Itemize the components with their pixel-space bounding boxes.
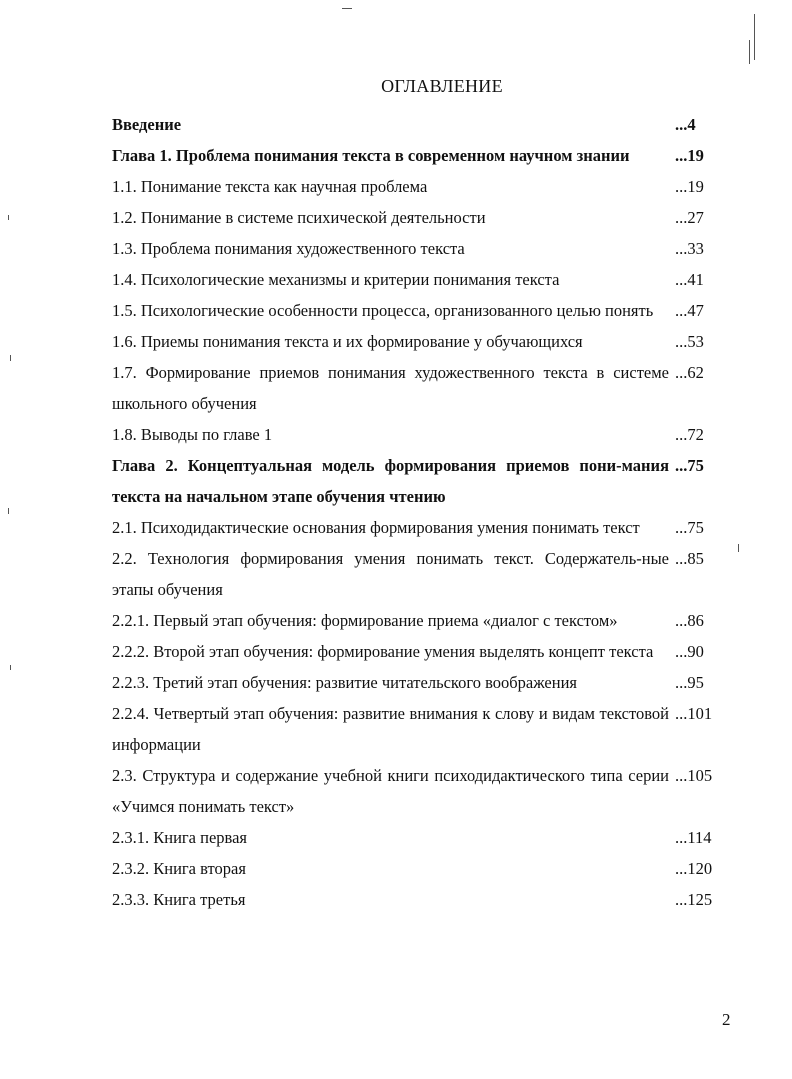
- scan-mark: [10, 355, 11, 361]
- scan-mark: [749, 40, 750, 64]
- toc-entry: [112, 667, 737, 698]
- toc-entry-text: 2.3.3. Книга третья: [112, 890, 246, 909]
- toc-entry-text: 2.2.4. Четвертый этап обучения: развитие внимания к слову и видам текстовой информации: [112, 704, 669, 754]
- toc-entry-page: ...47: [675, 301, 704, 320]
- toc-entry: [112, 357, 737, 419]
- toc-entry: [112, 295, 737, 326]
- toc-entry: [112, 853, 737, 884]
- toc-entry-page: ...19: [675, 177, 704, 196]
- toc-entry-text: Глава 1. Проблема понимания текста в современном научном знании: [112, 146, 630, 165]
- toc-entry-page: ...72: [675, 425, 704, 444]
- toc-entry-page: ...114: [675, 828, 712, 847]
- page-title: ОГЛАВЛЕНИЕ: [381, 76, 503, 96]
- toc-entry: [112, 140, 737, 171]
- page-number: 2: [722, 1010, 731, 1029]
- toc-entry: [112, 822, 737, 853]
- toc-entry-page: ...27: [675, 208, 704, 227]
- toc-entry: [112, 605, 737, 636]
- scan-mark: [10, 665, 11, 670]
- toc-entry-text: 1.8. Выводы по главе 1: [112, 425, 273, 444]
- toc-entry: [112, 512, 737, 543]
- toc-entry-text: 2.3. Структура и содержание учебной книги психодидактического типа серии «Учимся понимать текст»: [112, 766, 669, 816]
- toc-entry-text: 2.2.3. Третий этап обучения: развитие читательского воображения: [112, 673, 577, 692]
- toc-entry: [112, 233, 737, 264]
- table-of-contents: [112, 108, 737, 915]
- toc-entry-text: 2.2.1. Первый этап обучения: формирование приема «диалог с текстом»: [112, 611, 618, 630]
- toc-entry: [112, 326, 737, 357]
- toc-entry-text: 2.2.2. Второй этап обучения: формирование умения выделять концепт текста: [112, 642, 654, 661]
- scan-mark: [8, 508, 9, 514]
- scan-mark: [8, 215, 9, 220]
- toc-entry: [112, 419, 737, 450]
- toc-entry: [112, 884, 737, 915]
- toc-entry-text: 1.3. Проблема понимания художественного текста: [112, 239, 465, 258]
- toc-entry-text: 1.1. Понимание текста как научная проблема: [112, 177, 428, 196]
- toc-entry-text: 1.4. Психологические механизмы и критерии понимания текста: [112, 270, 560, 289]
- toc-entry: [112, 171, 737, 202]
- toc-entry-page: ...120: [675, 859, 713, 878]
- toc-entry-page: ...101: [675, 704, 713, 723]
- toc-entry-text: Глава 2. Концептуальная модель формирования приемов пони-мания текста на начальном этапе обучения чтению: [112, 456, 669, 506]
- toc-entry-text: 2.1. Психодидактические основания формирования умения понимать текст: [112, 518, 640, 537]
- toc-entry-text: 1.7. Формирование приемов понимания художественного текста в системе школьного обучения: [112, 363, 669, 413]
- toc-entry-page: ...85: [675, 549, 704, 568]
- toc-entry-page: ...75: [675, 518, 704, 537]
- toc-entry-page: ...41: [675, 270, 704, 289]
- toc-entry: [112, 698, 737, 760]
- toc-entry-text: 1.6. Приемы понимания текста и их формирование у обучающихся: [112, 332, 583, 351]
- toc-entry-text: 2.3.1. Книга первая: [112, 828, 248, 847]
- toc-entry-text: 2.3.2. Книга вторая: [112, 859, 246, 878]
- toc-entry-page: ...33: [675, 239, 704, 258]
- toc-entry: [112, 760, 737, 822]
- toc-entry-text: 1.5. Психологические особенности процесса, организованного целью понять: [112, 301, 654, 320]
- toc-entry: [112, 264, 737, 295]
- toc-entry-text: 2.2. Технология формирования умения понимать текст. Содержатель-ные этапы обучения: [112, 549, 669, 599]
- toc-entry-page: ...19: [675, 146, 704, 165]
- toc-entry-text: 1.2. Понимание в системе психической деятельности: [112, 208, 486, 227]
- toc-entry-page: ...86: [675, 611, 704, 630]
- toc-entry-page: ...90: [675, 642, 704, 661]
- toc-entry: [112, 109, 737, 140]
- toc-entry-page: ...75: [675, 456, 704, 475]
- toc-entry: [112, 636, 737, 667]
- scan-mark: [342, 8, 352, 9]
- toc-entry-page: ...95: [675, 673, 704, 692]
- scan-mark: [738, 544, 739, 552]
- toc-entry-page: ...125: [675, 890, 713, 909]
- toc-entry-page: ...53: [675, 332, 704, 351]
- toc-entry: [112, 543, 737, 605]
- toc-entry-page: ...62: [675, 363, 704, 382]
- toc-entry: [112, 450, 737, 512]
- toc-entry-text: Введение: [112, 115, 182, 134]
- toc-entry: [112, 202, 737, 233]
- scan-mark: [754, 14, 755, 60]
- toc-entry-page: ...4: [675, 115, 696, 134]
- toc-entry-page: ...105: [675, 766, 713, 785]
